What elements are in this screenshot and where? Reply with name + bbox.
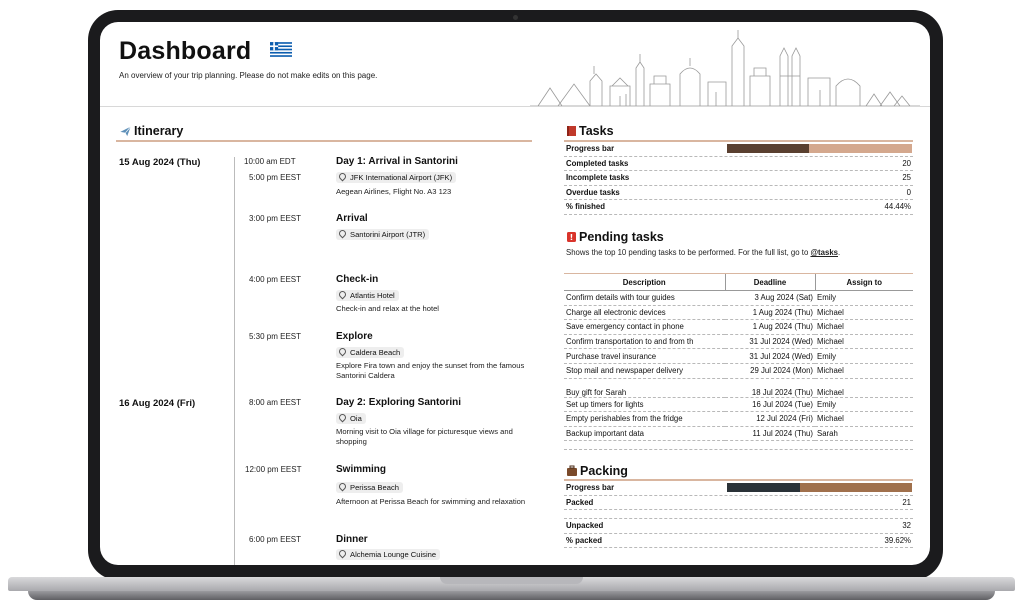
event-time: 8:00 am EEST [249,398,302,407]
page-subtitle: An overview of your trip planning. Please do not make edits on this page. [119,71,378,80]
packing-progress-bar [727,483,912,492]
pending-title: Pending tasks [579,230,664,244]
itinerary-timeline [234,157,235,565]
table-end-rule [564,449,913,450]
event-time: 10:00 am EDT [244,157,296,166]
event-time: 12:00 pm EEST [245,465,302,474]
table-row[interactable]: Buy gift for Sarah 18 Jul 2024 (Thu) Michael [564,378,913,397]
event-description: Afternoon at Perissa Beach for swimming and relaxation [336,497,526,506]
location-pin-icon [338,172,348,182]
laptop-notch [440,577,583,584]
event-title: Day 2: Exploring Santorini [336,397,462,408]
location-pin-icon [338,413,348,423]
event-location[interactable]: Caldera Beach [336,347,404,358]
suitcase-icon [566,465,578,477]
itinerary-heading [119,124,183,138]
summary-row: Packed 21 [564,496,913,511]
event-location[interactable]: Oia [336,413,366,424]
pending-note: Shows the top 10 pending tasks to be performed. For the full list, go to @tasks. [566,248,841,257]
laptop-base-bottom [28,591,995,600]
itinerary-rule [116,140,532,142]
location-pin-icon [338,482,348,492]
tasks-progress-bar [727,144,912,153]
event-title: Swimming [336,464,387,475]
svg-text:!: ! [569,233,574,242]
alert-icon [566,231,577,243]
summary-row: Overdue tasks 0 [564,186,913,201]
packing-title: Packing [580,464,628,478]
header-divider [100,106,930,107]
event-location[interactable]: Santorini Airport (JTR) [336,229,429,240]
event-location[interactable]: Atlantis Hotel [336,290,399,301]
summary-row: % finished 44.44% [564,200,913,215]
tasks-title: Tasks [579,124,614,138]
event-description: Aegean Airlines, Flight No. A3 123 [336,187,452,196]
event-time: 5:00 pm EEST [249,173,302,182]
summary-row: Incomplete tasks 25 [564,171,913,186]
airplane-icon [119,125,132,137]
progress-label: Progress bar [566,144,615,153]
location-pin-icon [338,290,348,300]
event-time: 3:00 pm EEST [249,214,302,223]
table-row[interactable]: Stop mail and newspaper delivery 29 Jul 2024 (Mon) Michael [564,363,913,378]
table-row[interactable]: Set up timers for lights 16 Jul 2024 (Tue) Emily [564,397,913,412]
event-location[interactable]: Perissa Beach [336,482,403,493]
location-pin-icon [338,347,348,357]
event-location[interactable]: JFK International Airport (JFK) [336,172,456,183]
event-title: Check-in [336,274,379,285]
book-icon [566,125,577,137]
table-row[interactable]: Confirm details with tour guides 3 Aug 2024 (Sat) Emily [564,291,913,306]
event-title: Arrival [336,213,368,224]
table-row[interactable]: Save emergency contact in phone 1 Aug 2024 (Thu) Michael [564,320,913,335]
event-description: Morning visit to Oia village for picturesque views and shopping [336,427,513,446]
event-title: Dinner [336,534,368,545]
summary-row: % packed 39.62% [564,534,913,549]
summary-row: Unpacked 32 [564,518,913,534]
event-location[interactable]: Alchemia Lounge Cuisine [336,549,440,560]
page-title: Dashboard [119,37,252,65]
packing-heading [566,464,628,478]
table-row[interactable]: Purchase travel insurance 31 Jul 2024 (Wed) Emily [564,349,913,364]
event-time: 5:30 pm EEST [249,332,302,341]
pending-tasks-table [564,273,913,441]
pending-heading [566,230,664,244]
itinerary-title: Itinerary [134,124,184,138]
tasks-heading [566,124,614,138]
event-time: 6:00 pm EEST [249,535,302,544]
column-header[interactable]: Description [564,274,725,291]
summary-row: Completed tasks 20 [564,157,913,172]
event-time: 4:00 pm EEST [249,275,302,284]
column-header[interactable]: Assign to [815,274,913,291]
table-row[interactable]: Charge all electronic devices 1 Aug 2024 (Thu) Michael [564,305,913,320]
location-pin-icon [338,229,348,239]
greece-flag-icon [270,42,292,57]
day-date: 15 Aug 2024 (Thu) [119,157,201,168]
day-date: 16 Aug 2024 (Fri) [119,398,196,409]
location-pin-icon [338,549,348,559]
spacer-row [564,510,913,518]
city-skyline-illustration [530,26,920,108]
event-title: Day 1: Arrival in Santorini [336,156,458,167]
progress-label: Progress bar [566,483,615,492]
camera-icon [513,15,518,20]
table-row[interactable]: Empty perishables from the fridge 12 Jul 2024 (Fri) Michael [564,412,913,427]
event-title: Explore [336,331,373,342]
table-row[interactable]: Confirm transportation to and from th 31 Jul 2024 (Wed) Michael [564,334,913,349]
event-description: Explore Fira town and enjoy the sunset from the famous Santorini Caldera [336,361,525,380]
event-description: Check-in and relax at the hotel [336,304,439,313]
table-row[interactable]: Backup important data 11 Jul 2024 (Thu) Sarah [564,426,913,441]
tasks-link[interactable]: @tasks [810,248,838,257]
screen [100,22,930,565]
column-header[interactable]: Deadline [725,274,815,291]
